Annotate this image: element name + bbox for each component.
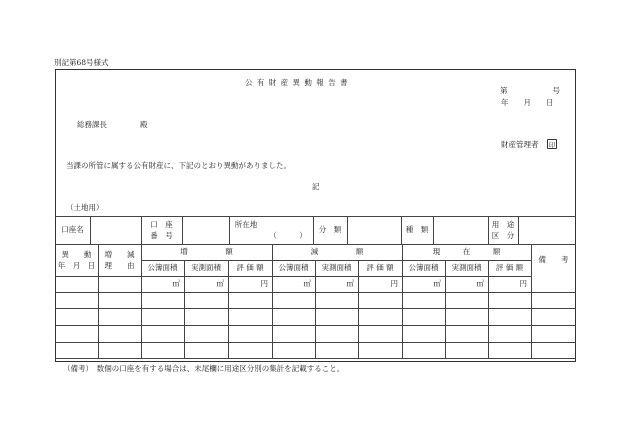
use-category-line2: 区 分 bbox=[491, 231, 515, 240]
account-number-label bbox=[141, 216, 182, 244]
unit-label: ㎡ bbox=[303, 279, 311, 289]
unit-label: ㎡ bbox=[172, 279, 180, 289]
row1-divider bbox=[518, 216, 519, 244]
subheader-area-official: 公簿面積 bbox=[278, 263, 309, 273]
classification-label: 分 類 bbox=[318, 225, 342, 235]
footnote: （備考） 数個の口座を有する場合は、末尾欄に用途区分別の集計を記載すること。 bbox=[63, 364, 345, 373]
unit-label: ㎡ bbox=[216, 279, 224, 289]
subheader-area-official: 公簿面積 bbox=[408, 263, 439, 273]
ki-label: 記 bbox=[312, 182, 320, 191]
subheader-area-official: 公簿面積 bbox=[147, 263, 178, 273]
unit-label: ㎡ bbox=[476, 279, 484, 289]
category-label: （土地用） bbox=[66, 203, 104, 212]
row1-divider bbox=[182, 216, 183, 244]
location-label: 所在地 bbox=[234, 220, 258, 230]
row1-divider bbox=[433, 216, 434, 244]
unit-label: ㎡ bbox=[346, 279, 354, 289]
subheader-area-measured: 実測面積 bbox=[321, 263, 352, 273]
account-number-line2: 番 号 bbox=[150, 231, 173, 240]
use-category-line1: 用 途 bbox=[491, 219, 515, 229]
data-row-line bbox=[55, 358, 576, 359]
unit-label: 円 bbox=[260, 279, 268, 289]
use-category-label bbox=[488, 216, 518, 244]
reason-header-line1: 増 減 bbox=[104, 249, 135, 259]
row1-divider bbox=[347, 216, 348, 244]
change-header: 異 動 bbox=[61, 249, 92, 259]
unit-label: 円 bbox=[519, 279, 527, 289]
change-date-header bbox=[55, 244, 98, 276]
type-label: 種 類 bbox=[405, 225, 429, 235]
subheader-valuation: 評 価 額 bbox=[236, 263, 264, 273]
row1-divider bbox=[90, 216, 91, 244]
subheader-area-measured: 実測面積 bbox=[451, 263, 482, 273]
form-title: 公 有 財 産 異 動 報 告 書 bbox=[245, 78, 349, 87]
addressee: 総務課長 bbox=[77, 120, 107, 129]
honorific: 殿 bbox=[140, 120, 148, 129]
date-label: 年 月 日 bbox=[501, 98, 554, 107]
unit-label: ㎡ bbox=[433, 279, 441, 289]
seal-mark: 印 bbox=[548, 141, 556, 149]
reason-header-line2: 理 由 bbox=[104, 261, 135, 270]
manager-label: 財産管理者 bbox=[501, 140, 539, 149]
number-label: 第 号 bbox=[500, 86, 560, 95]
account-number-line1: 口 座 bbox=[150, 219, 173, 229]
decrease-header: 減 額 bbox=[310, 247, 364, 257]
remarks-header: 備 考 bbox=[538, 255, 569, 265]
increase-header: 増 額 bbox=[180, 247, 233, 257]
statement: 当課の所管に属する公有財産に、下記のとおり異動がありました。 bbox=[66, 161, 291, 170]
account-name-label: 口座名 bbox=[61, 225, 84, 235]
subheader-valuation: 評 価 額 bbox=[366, 263, 394, 273]
location-paren: （ ） bbox=[269, 231, 307, 241]
subheader-area-measured: 実測面積 bbox=[191, 263, 221, 273]
date-header: 年 月 日 bbox=[57, 261, 96, 270]
current-header: 現 在 額 bbox=[432, 247, 501, 257]
reason-header bbox=[98, 244, 141, 276]
form-id: 別記第68号様式 bbox=[54, 58, 109, 67]
unit-label: 円 bbox=[390, 279, 398, 289]
subheader-valuation: 評 価 額 bbox=[495, 263, 524, 273]
